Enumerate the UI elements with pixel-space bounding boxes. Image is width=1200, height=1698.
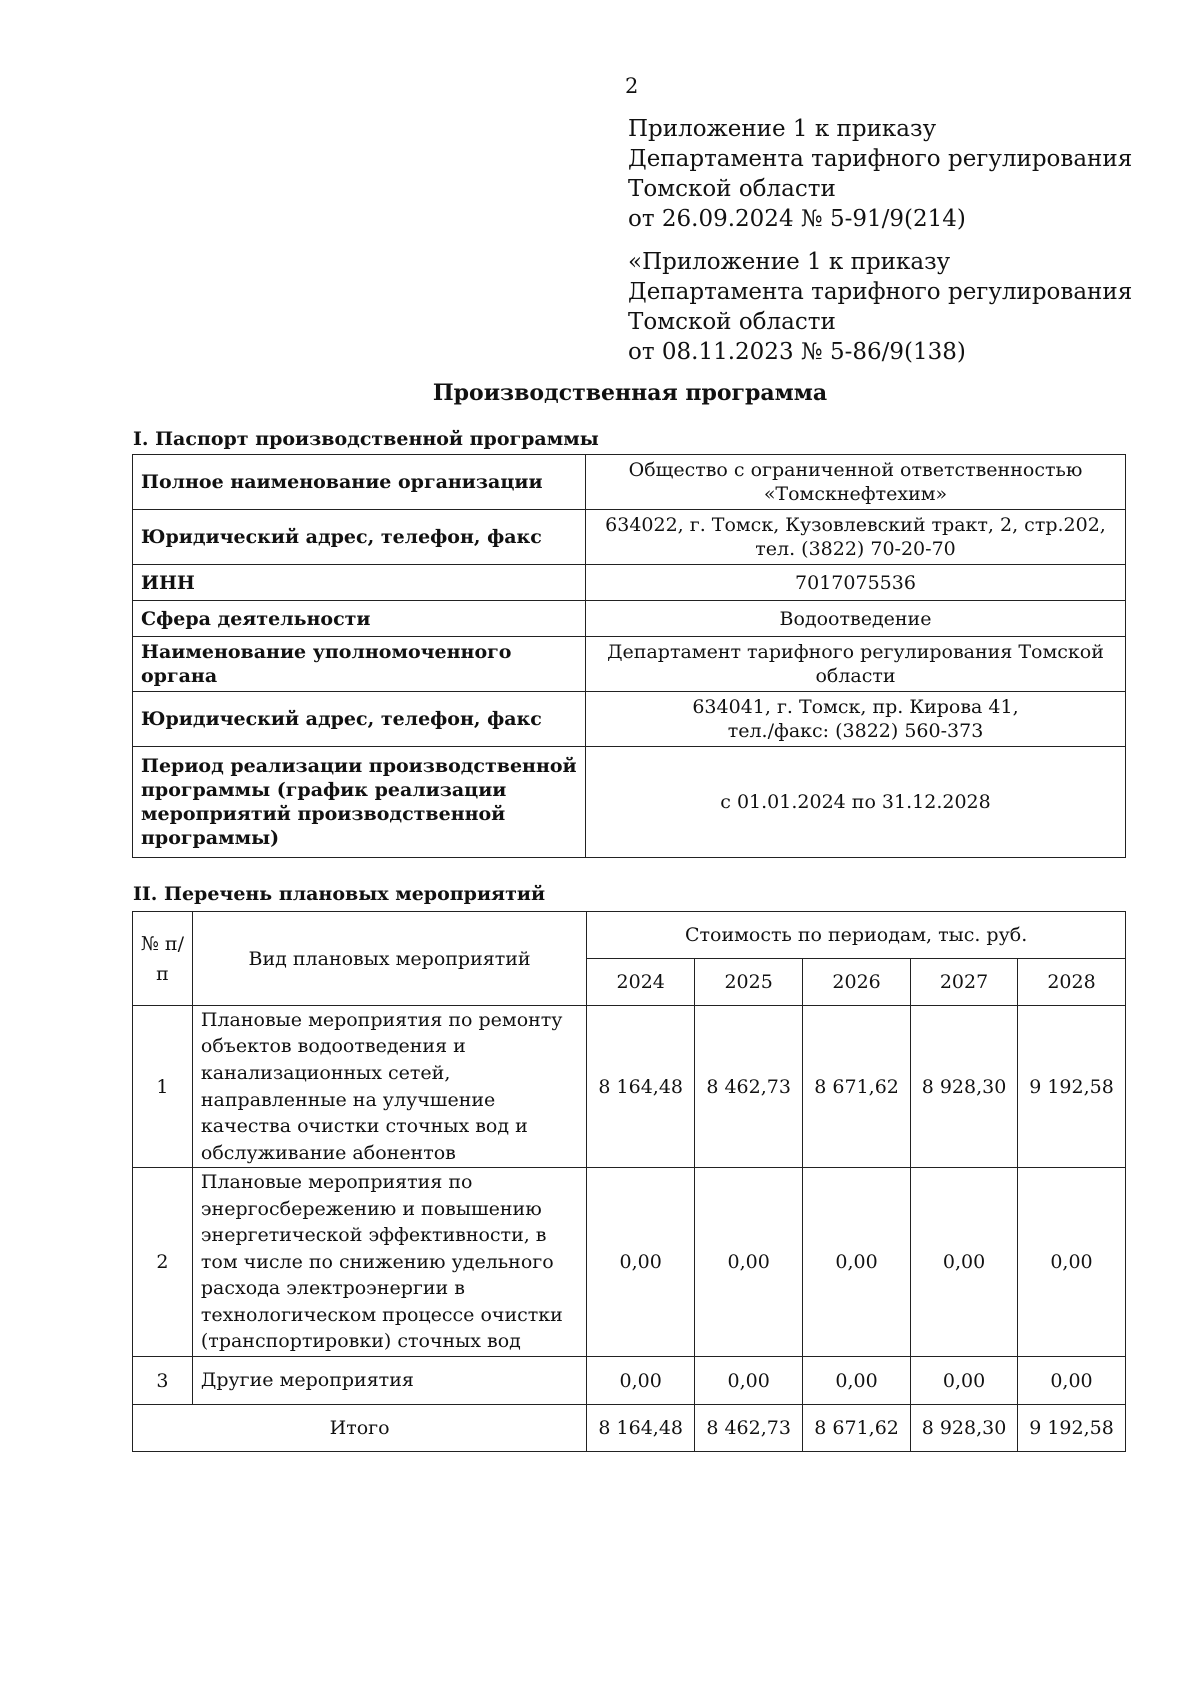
appendix-current-line: от 26.09.2024 № 5-91/9(214)	[628, 206, 966, 232]
table-row	[133, 1168, 1126, 1357]
row-label: Полное наименование организации	[133, 455, 586, 510]
table-row	[133, 455, 1126, 510]
passport-table	[132, 454, 1126, 858]
row-desc: Плановые мероприятия по энергосбережению и повышению энергетической эффективности, в том числе по снижению удельного расхода электроэнергии в технологическом процессе очистки (транспортировки) сточных вод	[192, 1168, 586, 1357]
total-value: 8 928,30	[911, 1405, 1018, 1452]
events-table	[132, 911, 1126, 1452]
row-label: Период реализации производственной программы (график реализации мероприятий производственной программы)	[133, 747, 586, 858]
header-year: 2028	[1017, 959, 1125, 1006]
appendix-previous-line: от 08.11.2023 № 5-86/9(138)	[628, 339, 966, 365]
header-year: 2025	[695, 959, 803, 1006]
appendix-current-line: Томской области	[628, 176, 836, 202]
header-num: № п/п	[133, 912, 193, 1006]
header-year: 2026	[803, 959, 911, 1006]
row-label: ИНН	[133, 565, 586, 601]
value-line: Департамент тарифного регулирования Томской	[607, 641, 1104, 663]
row-num: 1	[133, 1006, 193, 1168]
total-value: 8 164,48	[587, 1405, 695, 1452]
total-label: Итого	[133, 1405, 587, 1452]
row-desc: Другие мероприятия	[192, 1357, 586, 1405]
row-value: 0,00	[911, 1357, 1018, 1405]
header-year: 2027	[911, 959, 1018, 1006]
appendix-previous	[628, 247, 1132, 367]
row-value: 0,00	[1017, 1168, 1125, 1357]
total-row	[133, 1405, 1126, 1452]
row-label: Сфера деятельности	[133, 601, 586, 637]
appendix-current-line: Приложение 1 к приказу	[628, 116, 937, 142]
row-value: 0,00	[911, 1168, 1018, 1357]
table-row	[133, 601, 1126, 637]
row-value	[586, 565, 1126, 601]
table-row	[133, 1006, 1126, 1168]
row-value: 0,00	[695, 1168, 803, 1357]
header-year: 2024	[587, 959, 695, 1006]
section2-title: II. Перечень плановых мероприятий	[133, 883, 546, 905]
appendix-previous-line: Департамента тарифного регулирования	[628, 279, 1133, 305]
table-row	[133, 510, 1126, 565]
row-value: 0,00	[695, 1357, 803, 1405]
row-value	[586, 637, 1126, 692]
total-value: 8 462,73	[695, 1405, 803, 1452]
row-value	[586, 455, 1126, 510]
table-row	[133, 565, 1126, 601]
header-type: Вид плановых мероприятий	[192, 912, 586, 1006]
appendix-current-line: Департамента тарифного регулирования	[628, 146, 1133, 172]
row-value: 0,00	[587, 1168, 695, 1357]
row-value: 8 928,30	[911, 1006, 1018, 1168]
value-line: «Томскнефтехим»	[763, 483, 948, 505]
row-value	[586, 601, 1126, 637]
value-line: тел./факс: (3822) 560-373	[727, 720, 984, 742]
row-desc: Плановые мероприятия по ремонту объектов водоотведения и канализационных сетей, направленные на улучшение качества очистки сточных вод и обслуживание абонентов	[192, 1006, 586, 1168]
row-value: 0,00	[587, 1357, 695, 1405]
row-label: Юридический адрес, телефон, факс	[133, 692, 586, 747]
appendix-previous-line: «Приложение 1 к приказу	[628, 249, 951, 275]
row-value	[586, 692, 1126, 747]
value-line: тел. (3822) 70-20-70	[755, 538, 956, 560]
table-row	[133, 692, 1126, 747]
value-line: 7017075536	[795, 571, 916, 594]
table-row	[133, 1357, 1126, 1405]
value-line: области	[815, 665, 896, 687]
total-value: 8 671,62	[803, 1405, 911, 1452]
row-num: 3	[133, 1357, 193, 1405]
value-line: Общество с ограниченной ответственностью	[628, 459, 1083, 481]
total-value: 9 192,58	[1017, 1405, 1125, 1452]
row-value: 9 192,58	[1017, 1006, 1125, 1168]
table-row	[133, 747, 1126, 858]
row-value: 8 164,48	[587, 1006, 695, 1168]
value-line: с 01.01.2024 по 31.12.2028	[720, 791, 991, 813]
table-row	[133, 637, 1126, 692]
appendix-current	[628, 114, 1132, 234]
row-value: 0,00	[803, 1168, 911, 1357]
value-line: 634041, г. Томск, пр. Кирова 41,	[692, 696, 1019, 718]
row-value: 8 462,73	[695, 1006, 803, 1168]
row-label: Юридический адрес, телефон, факс	[133, 510, 586, 565]
header-cost: Стоимость по периодам, тыс. руб.	[587, 912, 1126, 959]
section1-title: I. Паспорт производственной программы	[133, 428, 599, 450]
page-number: 2	[625, 74, 639, 98]
value-line: 634022, г. Томск, Кузовлевский тракт, 2, стр.202,	[605, 514, 1106, 536]
row-value: 0,00	[1017, 1357, 1125, 1405]
row-label: Наименование уполномоченного органа	[133, 637, 586, 692]
appendix-previous-line: Томской области	[628, 309, 836, 335]
row-value: 8 671,62	[803, 1006, 911, 1168]
row-value	[586, 747, 1126, 858]
row-num: 2	[133, 1168, 193, 1357]
row-value: 0,00	[803, 1357, 911, 1405]
row-value	[586, 510, 1126, 565]
document-title: Производственная программа	[432, 380, 828, 406]
header-row	[133, 912, 1126, 959]
value-line: Водоотведение	[779, 607, 932, 630]
